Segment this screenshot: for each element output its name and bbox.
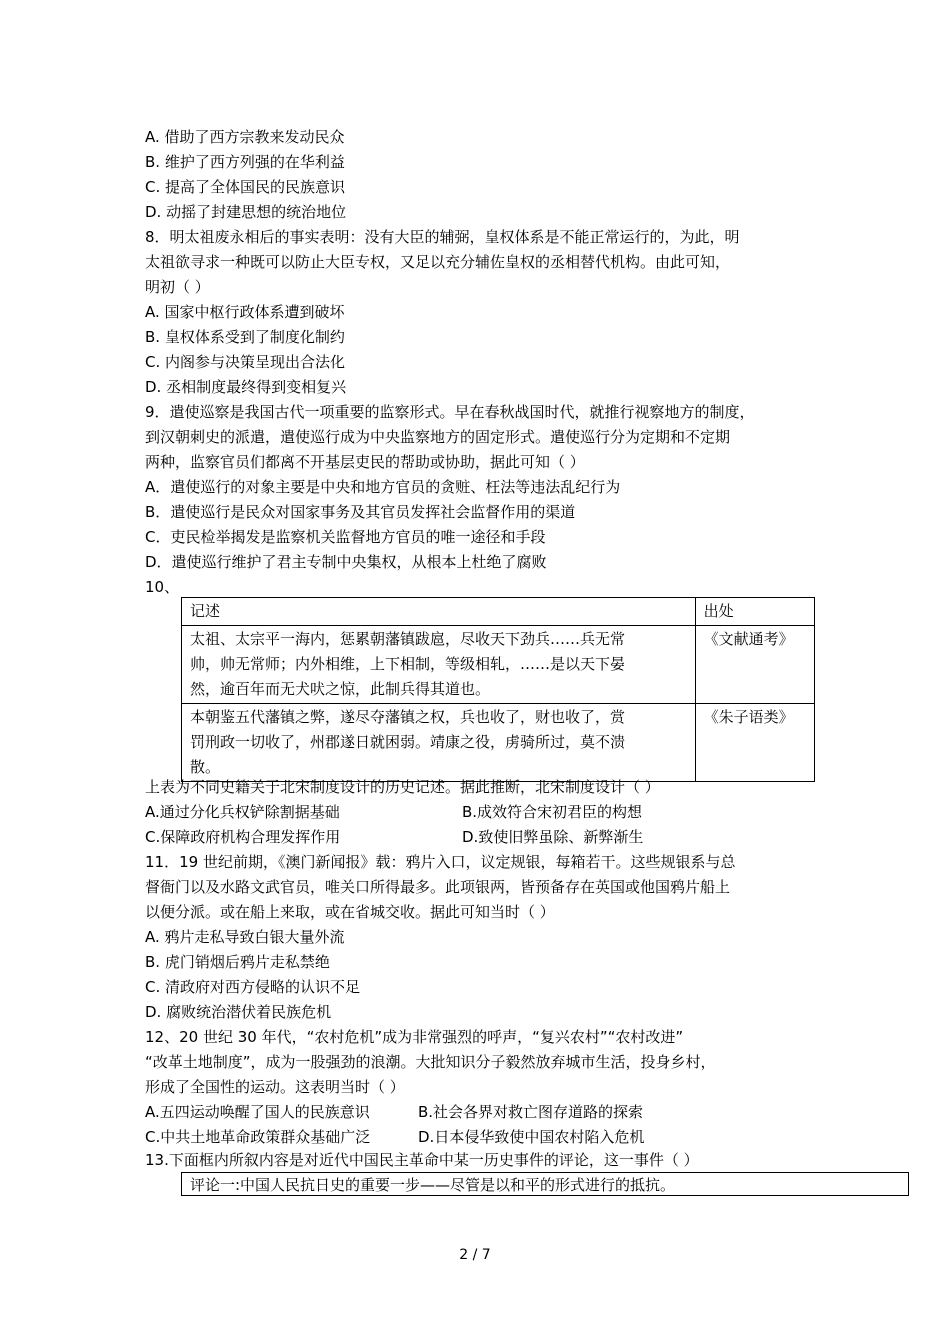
- q10-option-c: C.保障政府机构合理发挥作用: [145, 828, 341, 846]
- q8-option-a: A. 国家中枢行政体系遭到破坏: [145, 303, 345, 321]
- q10-source-table: [181, 597, 815, 782]
- q9-stem-line: 9．遣使巡察是我国古代一项重要的监察形式。早在春秋战国时代，就推行视察地方的制度，: [145, 403, 755, 421]
- q11-option-d: D. 腐败统治潜伏着民族危机: [145, 1003, 332, 1021]
- q9-stem-line: 到汉朝刺史的派遣，遣使巡行成为中央监察地方的固定形式。遣使巡行分为定期和不定期: [145, 428, 731, 446]
- q7-option-c: C. 提高了全体国民的民族意识: [145, 178, 346, 196]
- page-number: 2 / 7: [459, 1247, 491, 1263]
- q8-stem-line: 太祖欲寻求一种既可以防止大臣专权，又足以充分辅佐皇权的丞相替代机构。由此可知，: [145, 253, 731, 271]
- record-line: 帅，帅无常师；内外相维，上下相制，等级相轧，……是以天下晏: [190, 655, 626, 673]
- q11-option-a: A. 鸦片走私导致白银大量外流: [145, 928, 345, 946]
- record-line: 罚刑政一切收了，州郡遂日就困弱。靖康之役，虏骑所过，莫不溃: [190, 733, 626, 751]
- table-cell-record: [182, 626, 696, 704]
- q9-option-c: C．吏民检举揭发是监察机关监督地方官员的唯一途径和手段: [145, 528, 546, 546]
- q9-option-a: A．遣使巡行的对象主要是中央和地方官员的贪赃、枉法等违法乱纪行为: [145, 478, 621, 496]
- q8-stem-line: 8．明太祖废永相后的事实表明：没有大臣的辅弼，皇权体系是不能正常运行的，为此，明: [145, 228, 740, 246]
- q13-stem: 13.下面框内所叙内容是对近代中国民主革命中某一历史事件的评论，这一事件（ ）: [145, 1151, 699, 1169]
- q12-option-a: A.五四运动唤醒了国人的民族意识: [145, 1103, 370, 1121]
- table-cell-source: 《朱子语类》: [695, 704, 814, 782]
- q12-stem-line: “改革土地制度”，成为一股强劲的浪潮。大批知识分子毅然放弃城市生活，投身乡村，: [145, 1053, 716, 1071]
- table-header-row: [182, 598, 815, 626]
- record-line: 本朝鉴五代藩镇之弊，遂尽夺藩镇之权，兵也收了，财也收了，赏: [190, 708, 626, 726]
- q11-option-b: B. 虎门销烟后鸦片走私禁绝: [145, 953, 330, 971]
- table-header-record: 记述: [182, 598, 696, 626]
- table-header-source: 出处: [695, 598, 814, 626]
- q13-comment-box: 评论一:中国人民抗日史的重要一步——尽管是以和平的形式进行的抵抗。: [181, 1172, 909, 1196]
- q12-stem-line: 形成了全国性的运动。这表明当时（ ）: [145, 1078, 405, 1096]
- record-line: 太祖、太宗平一海内，惩累朝藩镇跋扈，尽收天下劲兵……兵无常: [190, 630, 626, 648]
- record-line: 然，逾百年而无犬吠之惊，此制兵得其道也。: [190, 680, 491, 698]
- q9-option-b: B．遣使巡行是民众对国家事务及其官员发挥社会监督作用的渠道: [145, 503, 576, 521]
- q11-stem-line: 督衙门以及水路文武官员，唯关口所得最多。此项银两，皆预备存在英国或他国鸦片船上: [145, 878, 731, 896]
- q11-stem-line: 以便分派。或在船上来取，或在省城交收。据此可知当时（ ）: [145, 903, 555, 921]
- table-cell-source: 《文献通考》: [695, 626, 814, 704]
- q8-option-d: D. 丞相制度最终得到变相复兴: [145, 378, 347, 396]
- q8-option-b: B. 皇权体系受到了制度化制约: [145, 328, 345, 346]
- q10-stem: 上表为不同史籍关于北宋制度设计的历史记述。据此推断，北宋制度设计（ ）: [145, 778, 660, 796]
- q10-option-d: D.致使旧弊虽除、新弊渐生: [462, 828, 644, 846]
- q10-option-b: B.成效符合宋初君臣的构想: [462, 803, 643, 821]
- q11-stem-line: 11．19 世纪前期，《澳门新闻报》载：鸦片入口，议定规银，每箱若干。这些规银系与总: [145, 853, 736, 871]
- q10-number: 10、: [145, 578, 180, 596]
- q8-option-c: C. 内阁参与决策呈现出合法化: [145, 353, 346, 371]
- table-row: [182, 704, 815, 782]
- table-row: [182, 626, 815, 704]
- q7-option-a: A. 借助了西方宗教来发动民众: [145, 128, 345, 146]
- q10-option-a: A.通过分化兵权铲除割据基础: [145, 803, 340, 821]
- q9-stem-line: 两种，监察官员们都离不开基层吏民的帮助或协助，据此可知（ ）: [145, 453, 585, 471]
- q12-option-d: D.日本侵华致使中国农村陷入危机: [418, 1128, 645, 1146]
- q12-option-c: C.中共土地革命政策群众基础广泛: [145, 1128, 371, 1146]
- q11-option-c: C. 清政府对西方侵略的认识不足: [145, 978, 361, 996]
- q8-stem-line: 明初（ ）: [145, 278, 210, 296]
- q12-stem-line: 12、20 世纪 30 年代，“农村危机”成为非常强烈的呼声，“复兴农村”“农村改进”: [145, 1028, 684, 1046]
- q7-option-b: B. 维护了西方列强的在华利益: [145, 153, 345, 171]
- q9-option-d: D．遣使巡行维护了君主专制中央集权，从根本上杜绝了腐败: [145, 553, 547, 571]
- record-line: 散。: [190, 758, 221, 776]
- table-cell-record: [182, 704, 696, 782]
- q12-option-b: B.社会各界对救亡图存道路的探索: [418, 1103, 644, 1121]
- q7-option-d: D. 动摇了封建思想的统治地位: [145, 203, 347, 221]
